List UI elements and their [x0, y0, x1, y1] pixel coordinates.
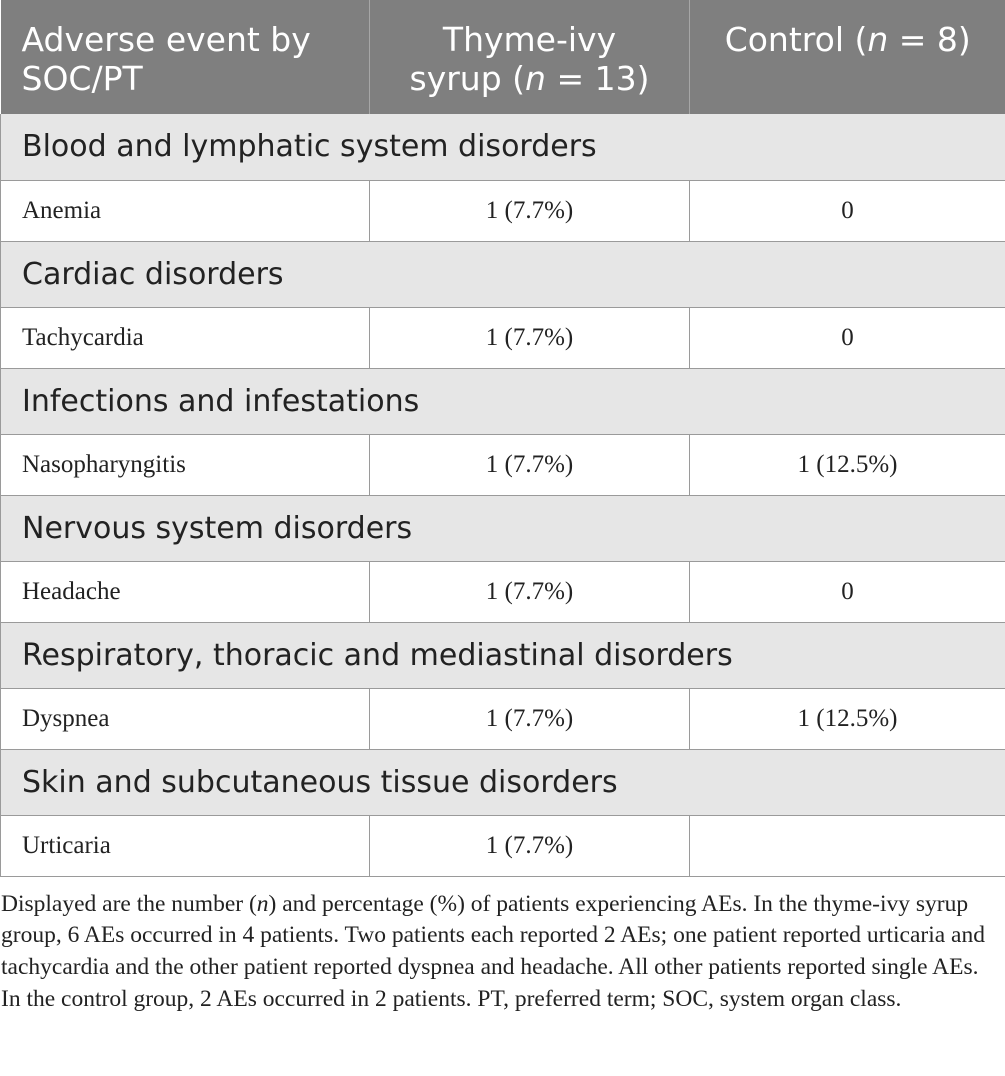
- soc-label: Skin and subcutaneous tissue disorders: [1, 749, 1005, 815]
- preferred-term-cell: Headache: [1, 561, 370, 622]
- soc-row: [1, 622, 1005, 688]
- table-row: [1, 688, 1005, 749]
- table-row: [1, 434, 1005, 495]
- soc-label: Cardiac disorders: [1, 241, 1005, 307]
- soc-row: [1, 114, 1005, 180]
- soc-label: Nervous system disorders: [1, 495, 1005, 561]
- soc-row: [1, 368, 1005, 434]
- control-value-cell: [690, 815, 1005, 876]
- soc-label: Blood and lymphatic system disorders: [1, 114, 1005, 180]
- header-adverse-event: [1, 0, 370, 114]
- header-thyme-ivy: [370, 0, 690, 114]
- soc-row: [1, 495, 1005, 561]
- soc-row: [1, 241, 1005, 307]
- footnote-n: n: [256, 890, 269, 917]
- header-control: [690, 0, 1005, 114]
- preferred-term-cell: Nasopharyngitis: [1, 434, 370, 495]
- header-adverse-event-line1: Adverse event by: [21, 20, 311, 59]
- header-thyme-ivy-post: = 13): [545, 59, 650, 98]
- control-value-cell: 1 (12.5%): [690, 434, 1005, 495]
- table-header: [1, 0, 1005, 114]
- header-control-line1: [702, 20, 994, 59]
- thyme-ivy-value-cell: 1 (7.7%): [370, 561, 690, 622]
- header-thyme-ivy-line1: Thyme-ivy: [442, 20, 617, 59]
- thyme-ivy-value-cell: 1 (7.7%): [370, 815, 690, 876]
- preferred-term-cell: Anemia: [1, 180, 370, 241]
- thyme-ivy-value-cell: 1 (7.7%): [370, 688, 690, 749]
- header-thyme-ivy-pre: syrup (: [409, 59, 526, 98]
- table-row: [1, 307, 1005, 368]
- header-thyme-ivy-line2: [382, 59, 677, 98]
- table-row: [1, 180, 1005, 241]
- control-value-cell: 0: [690, 180, 1005, 241]
- thyme-ivy-value-cell: 1 (7.7%): [370, 434, 690, 495]
- header-row: [1, 0, 1005, 114]
- control-value-cell: 0: [690, 307, 1005, 368]
- preferred-term-cell: Dyspnea: [1, 688, 370, 749]
- table-footnote: [0, 877, 1005, 1016]
- soc-label: Respiratory, thoracic and mediastinal disorders: [1, 622, 1005, 688]
- control-value-cell: 1 (12.5%): [690, 688, 1005, 749]
- table-body: [1, 114, 1005, 876]
- thyme-ivy-value-cell: 1 (7.7%): [370, 180, 690, 241]
- footnote-part2: ) and percentage (%) of patients experiencing AEs. In the thyme-ivy syrup group, 6 AEs occurred in 4 patients. Two patients each reported 2 AEs; one patient reported urticaria and tachycardia and the other patient reported dyspnea and headache. All other patients reported single AEs. In the control group, 2 AEs occurred in 2 patients. PT, preferred term; SOC, system organ class.: [1, 890, 985, 1012]
- soc-label: Infections and infestations: [1, 368, 1005, 434]
- preferred-term-cell: Tachycardia: [1, 307, 370, 368]
- table-row: [1, 815, 1005, 876]
- header-adverse-event-line2: SOC/PT: [21, 59, 143, 98]
- header-control-n: n: [867, 20, 889, 59]
- header-control-post: = 8): [888, 20, 971, 59]
- table-row: [1, 561, 1005, 622]
- footnote-part1: Displayed are the number (: [1, 890, 257, 917]
- soc-row: [1, 749, 1005, 815]
- header-thyme-ivy-n: n: [525, 59, 546, 98]
- control-value-cell: 0: [690, 561, 1005, 622]
- preferred-term-cell: Urticaria: [1, 815, 370, 876]
- thyme-ivy-value-cell: 1 (7.7%): [370, 307, 690, 368]
- header-control-pre: Control (: [724, 20, 868, 59]
